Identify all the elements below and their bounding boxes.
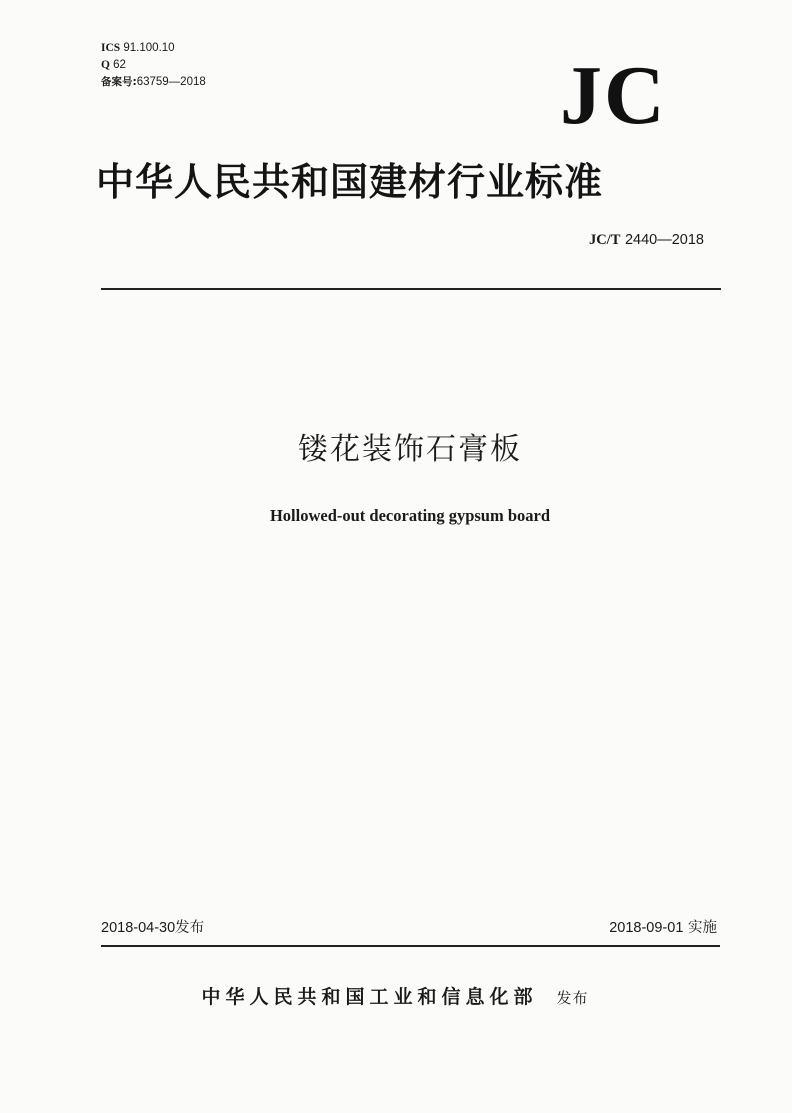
record-line	[101, 75, 206, 89]
classification-code: 62	[113, 59, 126, 71]
effective-date	[609, 917, 717, 939]
standard-number-prefix: JC/T	[588, 232, 621, 248]
issuer-action: 发布	[556, 989, 589, 1007]
document-title-chinese: 镂花装饰石膏板	[298, 432, 522, 467]
ics-code: 91.100.10	[123, 42, 175, 54]
footer-divider	[101, 945, 720, 947]
record-number: 63759—2018	[136, 76, 206, 88]
issuer-organization: 中华人民共和国工业和信息化部	[201, 986, 538, 1008]
issue-date-label: 发布	[175, 920, 205, 936]
record-label: 备案号:	[101, 76, 137, 88]
standard-number	[589, 230, 704, 250]
header-divider	[101, 288, 721, 290]
effective-date-value: 2018-09-01	[609, 920, 684, 936]
document-title-english: Hollowed-out decorating gypsum board	[269, 506, 551, 525]
standard-category-title: 中华人民共和国建材行业标准	[96, 159, 604, 204]
ics-label: ICS	[101, 42, 121, 54]
issue-date-value: 2018-04-30	[101, 920, 176, 936]
jc-logo: JC	[560, 49, 667, 142]
issue-date	[101, 917, 204, 939]
classification-line	[101, 58, 126, 72]
standard-number-value: 2440—2018	[624, 232, 704, 248]
issuer-line	[0, 982, 790, 1009]
effective-date-label: 实施	[688, 920, 717, 936]
classification-label: Q	[101, 59, 110, 71]
ics-line	[101, 41, 175, 55]
